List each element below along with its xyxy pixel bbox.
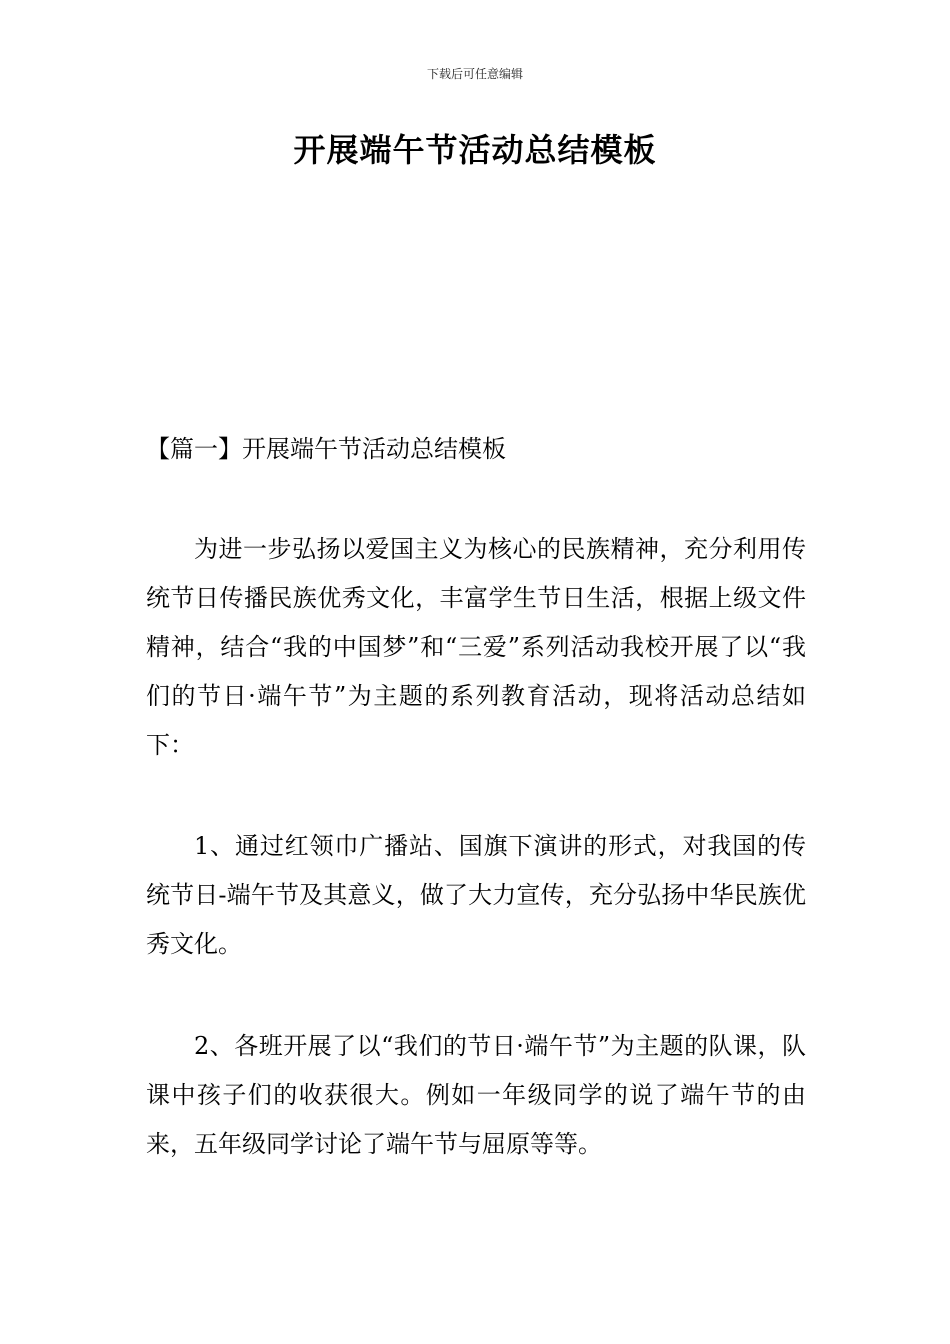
paragraph-intro: 为进一步弘扬以爱国主义为核心的民族精神，充分利用传统节日传播民族优秀文化，丰富学生节日生活，根据上级文件精神，结合“我的中国梦”和“三爱”系列活动我校开展了以“我们的节日·端午节”为主题的系列教育活动，现将活动总结如下： (146, 535, 806, 759)
paragraph-item-1: 1、通过红领巾广播站、国旗下演讲的形式，对我国的传统节日-端午节及其意义，做了大力宣传，充分弘扬中华民族优秀文化。 (146, 832, 806, 958)
header-note: 下载后可任意编辑 (426, 67, 523, 81)
paragraph-item-2: 2、各班开展了以“我们的节日·端午节”为主题的队课，队课中孩子们的收获很大。例如一年级同学的说了端午节的由来，五年级同学讨论了端午节与屈原等等。 (146, 1032, 806, 1158)
section-heading: 【篇一】开展端午节活动总结模板 (146, 435, 506, 463)
document-title: 开展端午节活动总结模板 (293, 131, 657, 169)
